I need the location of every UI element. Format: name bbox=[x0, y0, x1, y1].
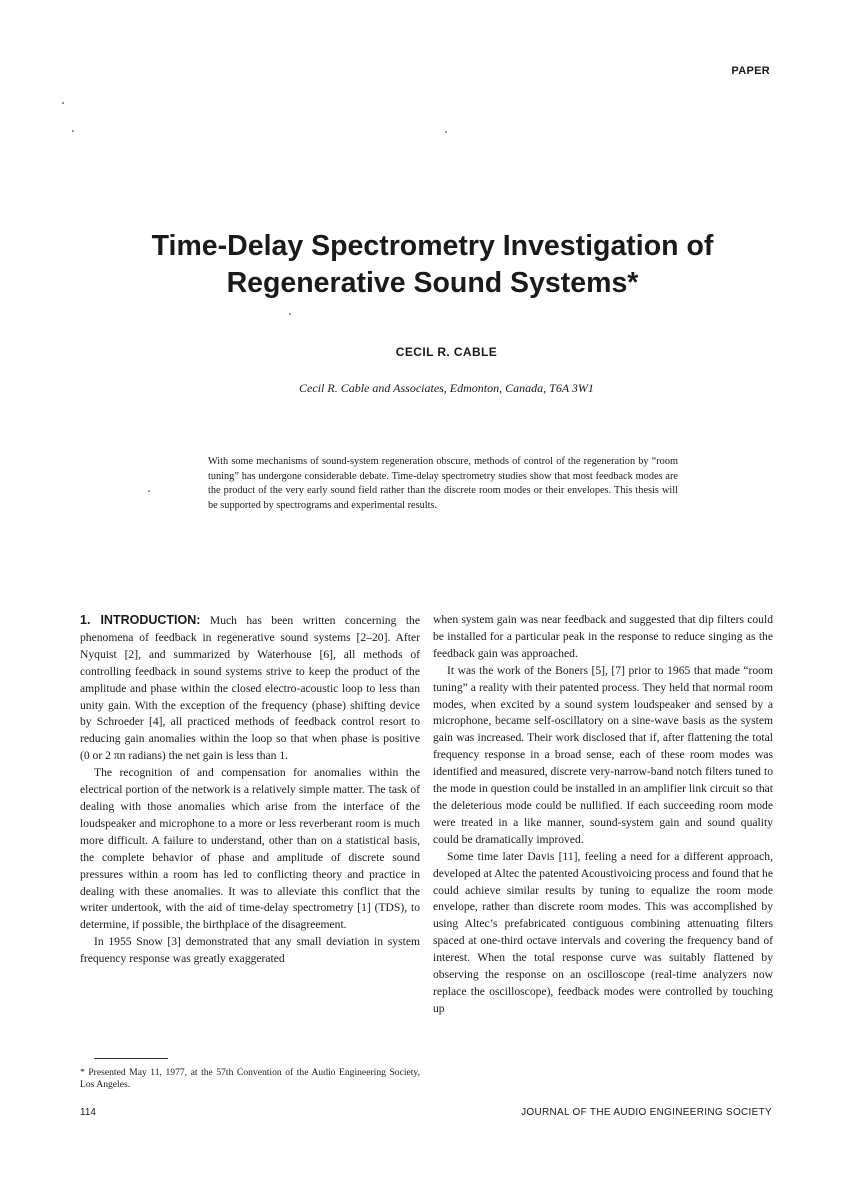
scan-speck bbox=[148, 490, 150, 492]
journal-name: JOURNAL OF THE AUDIO ENGINEERING SOCIETY bbox=[521, 1107, 772, 1118]
scan-speck bbox=[62, 102, 64, 104]
paragraph: Some time later Davis [11], feeling a need for a different approach, developed at Altec the patented Acoustivoicing process and found that he could achieve similar results by tuning to equalize the room mode envelope, rather than discrete room modes. This was accomplished by using Altec’s prefabricated contiguous combining attenuating filters spaced at one-third octave intervals and covering the frequency band of interest. When the total response curve was suitably flattened by observing the response on an oscilloscope (real-time analyzers now replace the oscilloscope), feedback modes were controlled by touching up bbox=[433, 849, 773, 1015]
paragraph-text: Much has been written concerning the phenomena of feedback in regenerative sound systems [2–20]. After Nyquist [2], and summarized by Waterhouse [6], all methods of controlling feedback in sound systems strive to keep the product of the amplitude and phase within the closed electro-acoustic loop to less than unity gain. With the exception of the frequency (phase) shifting device by Schroeder [4], all practiced methods of feedback control resort to reducing gain anomalies within the loop so that when phase is positive (0 or 2 πn radians) the net gain is less than 1. bbox=[80, 614, 421, 763]
author-affiliation: Cecil R. Cable and Associates, Edmonton, Canada, T6A 3W1 bbox=[299, 381, 594, 395]
paragraph: In 1955 Snow [3] demonstrated that any small deviation in system frequency response was greatly exaggerated bbox=[80, 935, 420, 966]
footnote-divider bbox=[94, 1058, 168, 1059]
page-number: 114 bbox=[80, 1107, 96, 1118]
scan-speck bbox=[72, 130, 74, 132]
title-line-2: Regenerative Sound Systems* bbox=[226, 267, 639, 299]
footnote: * Presented May 11, 1977, at the 57th Convention of the Audio Engineering Society, Los Angeles. bbox=[80, 1067, 420, 1091]
author-name: CECIL R. CABLE bbox=[395, 345, 498, 359]
left-column bbox=[80, 612, 420, 968]
section-heading: 1. INTRODUCTION: bbox=[80, 613, 201, 627]
abstract: With some mechanisms of sound-system regeneration obscure, methods of control of the regeneration by “room tuning” has undergone considerable debate. Time-delay spectrometry studies show that most feedback modes are the product of the very early sound field rather than the discrete room modes or their envelopes. This thesis will be supported by spectrograms and experimental results. bbox=[208, 456, 678, 511]
running-head: PAPER bbox=[731, 65, 770, 77]
paragraph: when system gain was near feedback and suggested that dip filters could be installed for a particular peak in the response to reduce singing as the feedback gain was approached. bbox=[433, 613, 773, 660]
title-line-1: Time-Delay Spectrometry Investigation of bbox=[151, 230, 714, 262]
right-column bbox=[433, 612, 773, 1018]
paragraph: It was the work of the Boners [5], [7] prior to 1965 that made “room tuning” a reality with their patented process. They held that normal room modes, when excited by a sound system loudspeaker and sensed by a microphone, became self-oscillatory on a sine-wave basis as the system gain was increased. Their work disclosed that if, after flattening the total frequency response in a broad sense, each of these room modes was identified and measured, discrete very-narrow-band notch filters tuned to the mode in question could be installed in an amplifier link circuit so that the deleterious mode could be nullified. If each succeeding room mode were treated in a like manner, sound-system gain and sound quality could be dramatically improved. bbox=[433, 663, 773, 846]
scan-speck bbox=[289, 313, 291, 315]
paragraph: The recognition of and compensation for anomalies within the electrical portion of the network is a relatively simple matter. The task of dealing with those anomalies which arise from the interface of the loudspeaker and microphone to a more or less reverberant room is much more difficult. A failure to understand, other than on a statistical basis, the complete behavior of phase and amplitude of discrete sound pressures within a room has led to conflicting theory and practice in dealing with these anomalies. It was to alleviate this conflict that the writer undertook, with the aid of time-delay spectrometry [1] (TDS), to determine, if possible, the birthplace of the disagreement. bbox=[80, 766, 420, 932]
paper-title bbox=[60, 228, 805, 302]
paragraph bbox=[80, 612, 420, 765]
scan-speck bbox=[445, 131, 447, 133]
